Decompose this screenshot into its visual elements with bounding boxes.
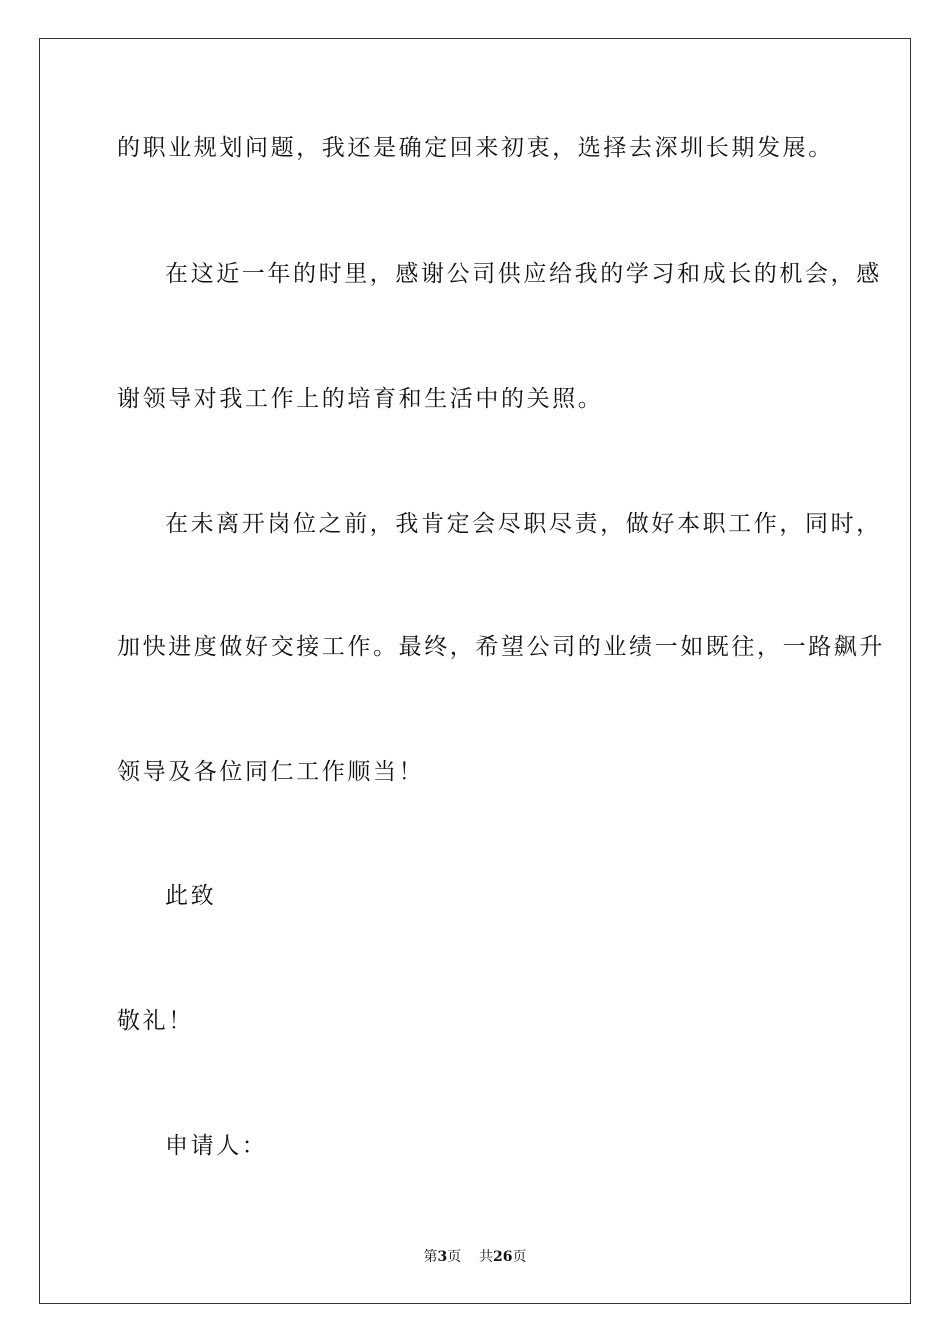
body-line-6: 领导及各位同仁工作顺当！	[117, 759, 425, 785]
body-line-5: 加快进度做好交接工作。最终，希望公司的业绩一如既往，一路飙升	[117, 634, 885, 660]
body-line-2: 在这近一年的时里，感谢公司供应给我的学习和成长的机会，感	[165, 261, 882, 287]
body-line-4: 在未离开岗位之前，我肯定会尽职尽责，做好本职工作，同时，	[165, 511, 882, 537]
body-line-1: 的职业规划问题，我还是确定回来初衷，选择去深圳长期发展。	[117, 135, 834, 161]
closing-respects: 敬礼！	[117, 1008, 194, 1034]
footer-total-prefix: 共	[479, 1249, 494, 1265]
footer-total-suffix: 页	[512, 1249, 527, 1265]
footer-page-suffix: 页	[447, 1249, 462, 1265]
footer-total-pages: 26	[493, 1249, 513, 1265]
applicant-label: 申请人：	[165, 1133, 268, 1159]
footer-page-prefix: 第	[423, 1249, 438, 1265]
closing-salutation: 此致	[165, 883, 217, 909]
footer-page-number: 3	[437, 1249, 448, 1265]
page-footer	[0, 1246, 950, 1266]
page-border	[39, 38, 911, 1304]
body-line-3: 谢领导对我工作上的培育和生活中的关照。	[117, 386, 604, 412]
